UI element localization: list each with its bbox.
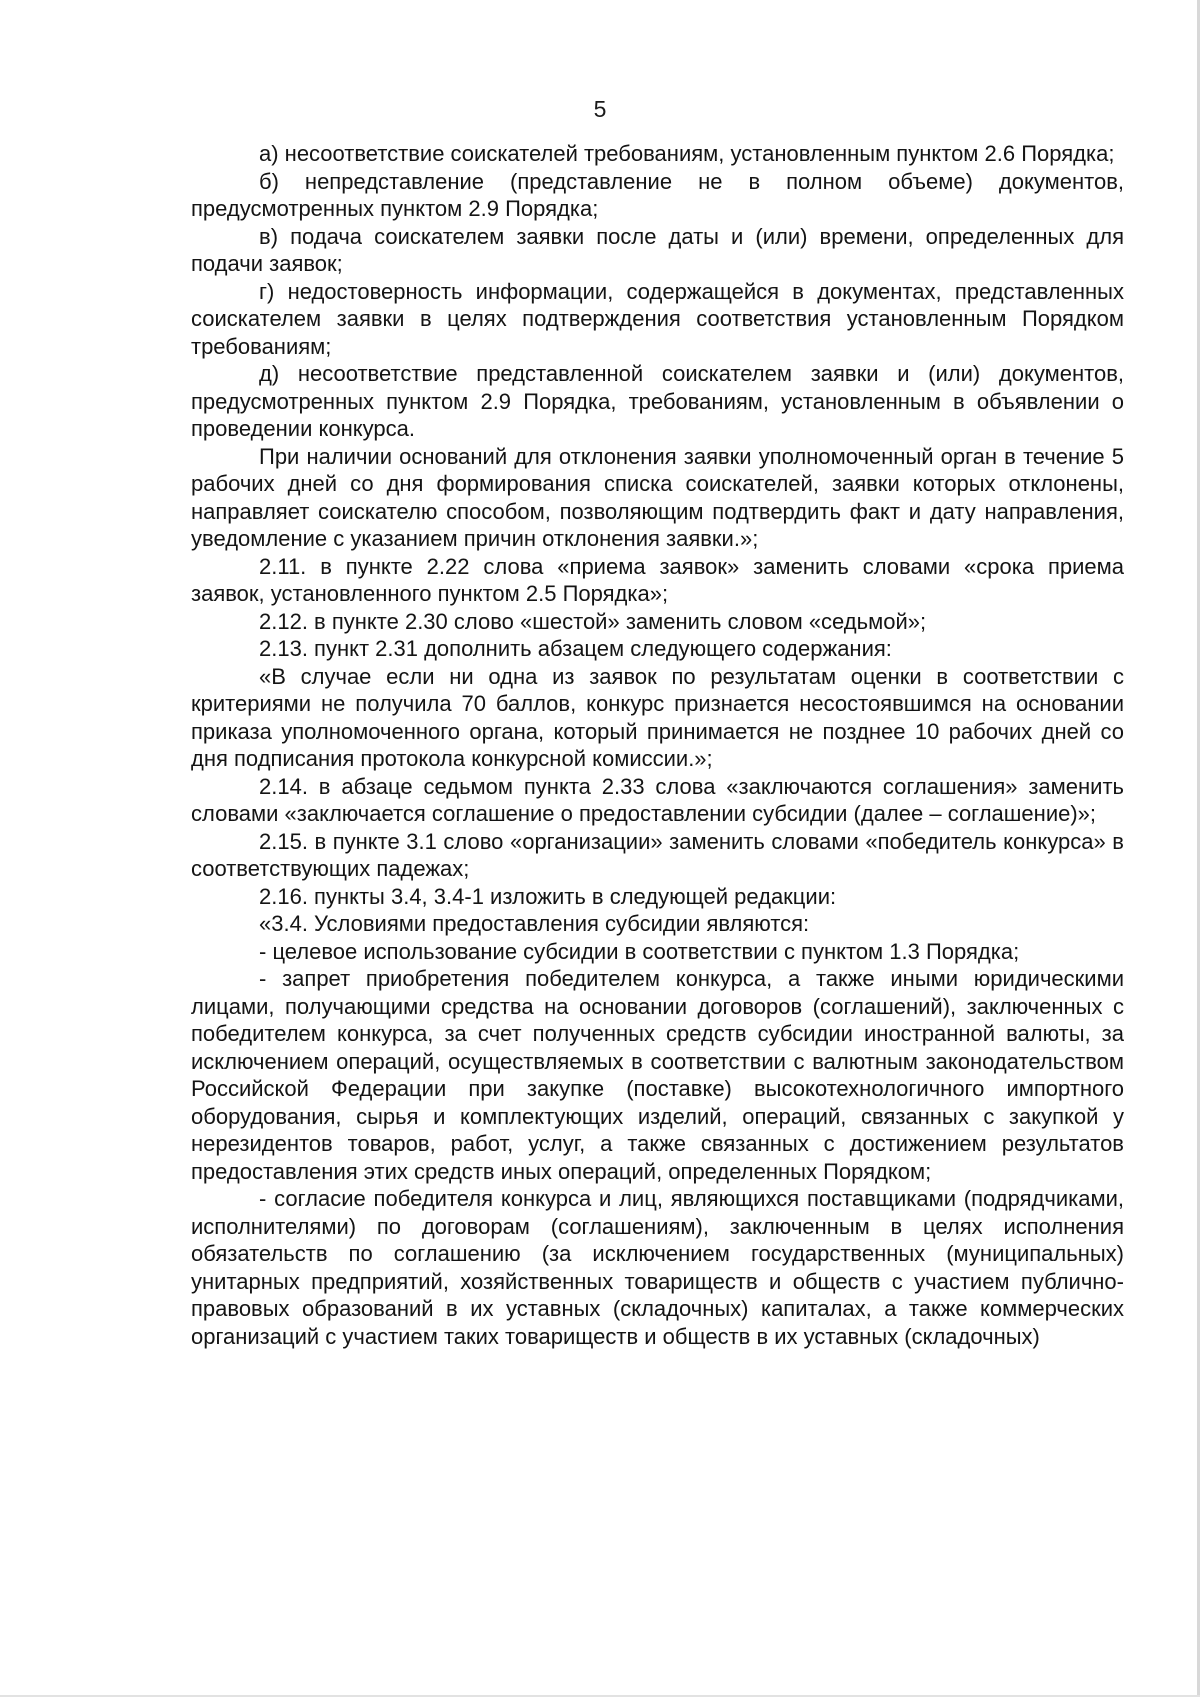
paragraph-2-11: 2.11. в пункте 2.22 слова «приема заявок» заменить словами «срока приема заявок, установленного пунктом 2.5 Порядка»; bbox=[191, 553, 1124, 606]
paragraph-item-b: б) непредставление (представление не в полном объеме) документов, предусмотренных пунктом 2.9 Порядка; bbox=[191, 168, 1124, 221]
document-body bbox=[191, 140, 1124, 1350]
paragraph-item-g: г) недостоверность информации, содержащейся в документах, представленных соискателем заявки в целях подтверждения соответствия установленным Порядком требованиям; bbox=[191, 278, 1124, 359]
paragraph-item-d: д) несоответствие представленной соискателем заявки и (или) документов, предусмотренных пунктом 2.9 Порядка, требованиям, установленным в объявлении о проведении конкурса. bbox=[191, 361, 1124, 441]
paragraph-item-a: а) несоответствие соискателей требованиям, установленным пунктом 2.6 Порядка; bbox=[259, 141, 1115, 166]
paragraph-2-16: 2.16. пункты 3.4, 3.4-1 изложить в следующей редакции: bbox=[259, 883, 837, 909]
paragraph-rejection-notice: При наличии оснований для отклонения заявки уполномоченный орган в течение 5 рабочих дней со дня формирования списка соискателей, заявки которых отклонены, направляет соискателю способом, позволяющим подтвердить факт и дату направления, уведомление с указанием причин отклонения заявки.»; bbox=[191, 443, 1124, 551]
paragraph-2-15: 2.15. в пункте 3.1 слово «организации» заменить словами «победитель конкурса» в соответствующих падежах; bbox=[191, 828, 1124, 881]
paragraph-3-4: «3.4. Условиями предоставления субсидии являются: bbox=[259, 911, 810, 936]
paragraph-2-12: 2.12. в пункте 2.30 слово «шестой» заменить словом «седьмой»; bbox=[259, 608, 927, 634]
page-number: 5 bbox=[593, 96, 607, 122]
paragraph-condition-currency-ban: - запрет приобретения победителем конкурса, а также иными юридическими лицами, получающими средства на основании договоров (соглашений), заключенных с победителем конкурса, за счет полученных средств субсидии иностранной валюты, за исключением операций, осуществляемых в соответствии с валютным законодательством Российской Федерации при закупке (поставке) высокотехнологичного импортного оборудования, сырья и комплектующих изделий, операций, связанных с закупкой у нерезидентов товаров, работ, услуг, а также связанных с достижением результатов предоставления этих средств иных операций, определенных Порядком; bbox=[191, 966, 1124, 1184]
paragraph-condition-target-use: - целевое использование субсидии в соответствии с пунктом 1.3 Порядка; bbox=[259, 938, 1020, 964]
paragraph-2-14: 2.14. в абзаце седьмом пункта 2.33 слова «заключаются соглашения» заменить словами «заключается соглашение о предоставлении субсидии (далее – соглашение)»; bbox=[191, 773, 1124, 826]
paragraph-2-13-quote: «В случае если ни одна из заявок по результатам оценки в соответствии с критериями не получила 70 баллов, конкурс признается несостоявшимся на основании приказа уполномоченного органа, который принимается не позднее 10 рабочих дней со дня подписания протокола конкурсной комиссии.»; bbox=[191, 663, 1124, 771]
paragraph-condition-consent: - согласие победителя конкурса и лиц, являющихся поставщиками (подрядчиками, исполнителями) по договорам (соглашениям), заключенным в целях исполнения обязательств по соглашению (за исключением государственных (муниципальных) унитарных предприятий, хозяйственных товариществ и обществ с участием публично-правовых образований в их уставных (складочных) капиталах, а также коммерческих организаций с участием таких товариществ и обществ в их уставных (складочных) bbox=[191, 1186, 1124, 1349]
paragraph-item-v: в) подача соискателем заявки после даты и (или) времени, определенных для подачи заявок; bbox=[191, 223, 1124, 276]
paragraph-2-13: 2.13. пункт 2.31 дополнить абзацем следующего содержания: bbox=[259, 636, 892, 661]
